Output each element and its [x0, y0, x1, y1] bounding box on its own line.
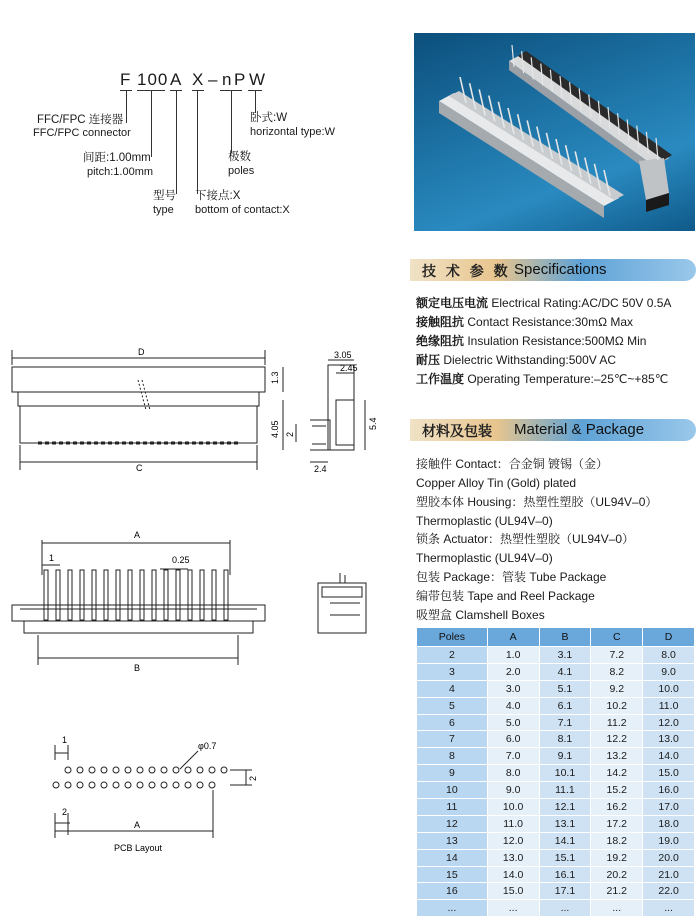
table-cell: 9.1: [539, 748, 591, 765]
table-cell: 16: [417, 883, 488, 900]
table-cell: 12.1: [539, 799, 591, 816]
legend-pitch-cn: 间距:1.00mm: [83, 152, 151, 164]
table-cell: 9.0: [487, 782, 539, 799]
table-cell: 14.0: [643, 748, 695, 765]
specs-header-cn: 技 术 参 数: [422, 263, 511, 279]
material-line: 塑胶本体 Housing：热塑性塑胶（UL94V–0）: [416, 495, 658, 509]
legend-horizontal-en: horizontal type:W: [250, 126, 335, 138]
table-cell: 15: [417, 866, 488, 883]
spec-electrical-rating-en: Electrical Rating:AC/DC 50V 0.5A: [488, 296, 672, 310]
legend-poles-cn: 极数: [228, 151, 251, 163]
table-cell: 6: [417, 714, 488, 731]
spec-operating-temperature-cn: 工作温度: [416, 372, 465, 386]
table-row: [417, 714, 695, 731]
material-line: Thermoplastic (UL94V–0): [416, 551, 553, 565]
table-cell: 8.0: [643, 647, 695, 664]
table-row: [417, 832, 695, 849]
table-cell: 1.0: [487, 647, 539, 664]
pcb-layout-title: PCB Layout: [114, 843, 163, 853]
table-cell: 13.0: [487, 849, 539, 866]
leader-np: [231, 90, 232, 153]
table-row: [417, 900, 695, 917]
code-p: P: [234, 70, 247, 89]
spec-contact-resistance: [416, 315, 633, 330]
code-number: 100: [137, 70, 169, 89]
table-row: [417, 815, 695, 832]
table-cell: 21.0: [643, 866, 695, 883]
spec-electrical-rating-cn: 额定电压电流: [416, 296, 489, 310]
table-cell: 2: [417, 647, 488, 664]
table-cell: 3.0: [487, 680, 539, 697]
legend-bottom-cn: 下接点:X: [195, 190, 241, 202]
table-cell: ...: [643, 900, 695, 917]
table-cell: 5.1: [539, 680, 591, 697]
code-n: n: [222, 70, 233, 89]
table-cell: 8.2: [591, 663, 643, 680]
table-cell: 5: [417, 697, 488, 714]
table-cell: 15.0: [487, 883, 539, 900]
pcb-phi-label: φ0.7: [198, 741, 217, 751]
table-cell: 11.2: [591, 714, 643, 731]
table-cell: 21.2: [591, 883, 643, 900]
material-line: 接触件 Contact：合金铜 镀锡（金）: [416, 457, 609, 471]
table-cell: 9.2: [591, 680, 643, 697]
table-cell: 17.2: [591, 815, 643, 832]
spec-operating-temperature-en: Operating Temperature:–25℃~+85℃: [464, 372, 669, 386]
material-header: [410, 419, 696, 441]
table-cell: 11: [417, 799, 488, 816]
table-row: [417, 883, 695, 900]
table-cell: 15.0: [643, 765, 695, 782]
table-cell: 16.1: [539, 866, 591, 883]
spec-insulation-resistance-cn: 绝缘阻抗: [416, 334, 465, 348]
table-cell: 10: [417, 782, 488, 799]
leader-a: [176, 90, 177, 194]
product-photo: [414, 33, 695, 231]
table-row: [417, 731, 695, 748]
leader-w: [255, 90, 256, 113]
connector-render: [414, 33, 695, 231]
code-dash: –: [208, 70, 219, 89]
table-cell: 15.1: [539, 849, 591, 866]
code-f: F: [120, 70, 132, 89]
table-cell: 11.0: [487, 815, 539, 832]
table-header: Poles: [417, 628, 488, 647]
material-line: 锁条 Actuator：热塑性塑胶（UL94V–0）: [416, 532, 635, 546]
spec-insulation-resistance: [416, 334, 646, 349]
table-cell: ...: [591, 900, 643, 917]
spec-dielectric: [416, 353, 616, 368]
dim-24-label: 2.4: [314, 464, 327, 474]
table-header: B: [539, 628, 591, 647]
dim-2-label: 2: [285, 431, 295, 437]
specs-header: [410, 259, 696, 281]
legend-connector-cn: FFC/FPC 连接器: [37, 114, 124, 126]
table-cell: 13.0: [643, 731, 695, 748]
spec-operating-temperature: [416, 372, 668, 387]
table-cell: 16.2: [591, 799, 643, 816]
table-cell: 14.2: [591, 765, 643, 782]
table-header: D: [643, 628, 695, 647]
table-cell: 7.2: [591, 647, 643, 664]
table-body: [417, 647, 695, 917]
table-cell: 9.0: [643, 663, 695, 680]
code-a: A: [170, 70, 183, 89]
table-cell: 8.1: [539, 731, 591, 748]
underline-x: [192, 90, 204, 91]
dim-a-label: A: [134, 530, 141, 540]
table-cell: 6.0: [487, 731, 539, 748]
table-cell: 11.0: [643, 697, 695, 714]
drawing-front-side-view: [0, 340, 400, 490]
dim-13-label: 1.3: [270, 371, 280, 384]
table-row: [417, 647, 695, 664]
table-cell: 8.0: [487, 765, 539, 782]
table-header: C: [591, 628, 643, 647]
table-cell: 4.1: [539, 663, 591, 680]
spec-contact-resistance-cn: 接触阻抗: [416, 315, 465, 329]
dim-305-label: 3.05: [334, 350, 352, 360]
table-cell: 13.2: [591, 748, 643, 765]
dim-405-label: 4.05: [270, 420, 280, 438]
table-header-row: [417, 628, 695, 647]
table-cell: 20.2: [591, 866, 643, 883]
table-cell: 8: [417, 748, 488, 765]
table-cell: 14: [417, 849, 488, 866]
specs-header-en: Specifications: [514, 261, 607, 278]
table-cell: 5.0: [487, 714, 539, 731]
table-cell: 19.0: [643, 832, 695, 849]
dim-025-label: 0.25: [172, 555, 190, 565]
dim-1-label: 1: [49, 553, 55, 563]
material-line: 编带包装 Tape and Reel Package: [416, 589, 595, 603]
table-row: [417, 782, 695, 799]
drawing-pcb-layout: [0, 735, 400, 865]
spec-contact-resistance-en: Contact Resistance:30mΩ Max: [464, 315, 634, 329]
table-cell: 18.2: [591, 832, 643, 849]
table-header: A: [487, 628, 539, 647]
table-cell: 13: [417, 832, 488, 849]
table-row: [417, 765, 695, 782]
legend-pitch-en: pitch:1.00mm: [87, 166, 154, 178]
drawing-top-view: [0, 525, 400, 675]
table-cell: 14.1: [539, 832, 591, 849]
material-line: 包装 Package：管装 Tube Package: [416, 570, 607, 584]
table-cell: 6.1: [539, 697, 591, 714]
leader-x: [197, 90, 198, 194]
spec-dielectric-cn: 耐压: [416, 353, 441, 367]
dim-c-label: C: [136, 463, 143, 473]
table-cell: 17.1: [539, 883, 591, 900]
table-cell: ...: [487, 900, 539, 917]
material-line: 吸塑盒 Clamshell Boxes: [416, 608, 545, 622]
material-line: Copper Alloy Tin (Gold) plated: [416, 476, 577, 490]
table-cell: 12: [417, 815, 488, 832]
table-cell: 22.0: [643, 883, 695, 900]
spec-insulation-resistance-en: Insulation Resistance:500MΩ Min: [464, 334, 647, 348]
pcb-dim-2-label: 2: [248, 775, 258, 781]
table-cell: 10.1: [539, 765, 591, 782]
legend-poles-en: poles: [228, 165, 255, 177]
table-cell: 12.0: [643, 714, 695, 731]
table-cell: 7.1: [539, 714, 591, 731]
table-row: [417, 680, 695, 697]
dim-54-label: 5.4: [368, 417, 378, 430]
legend-type-en: type: [153, 204, 174, 216]
dim-d-label: D: [138, 347, 145, 357]
dim-245-label: 2.45: [340, 363, 358, 373]
pcb-dim-1-label: 1: [62, 735, 68, 745]
table-cell: 12.0: [487, 832, 539, 849]
table-cell: 15.2: [591, 782, 643, 799]
table-cell: ...: [417, 900, 488, 917]
table-cell: 14.0: [487, 866, 539, 883]
table-cell: 4: [417, 680, 488, 697]
table-cell: 4.0: [487, 697, 539, 714]
table-cell: 20.0: [643, 849, 695, 866]
dim-b-label: B: [134, 663, 141, 673]
table-cell: 13.1: [539, 815, 591, 832]
table-row: [417, 697, 695, 714]
material-header-en: Material & Package: [514, 421, 645, 438]
legend-type-cn: 型号: [153, 190, 176, 202]
material-header-cn: 材料及包装: [422, 423, 492, 439]
table-cell: 10.0: [643, 680, 695, 697]
table-cell: 16.0: [643, 782, 695, 799]
table-cell: 10.2: [591, 697, 643, 714]
table-cell: 11.1: [539, 782, 591, 799]
leader-f: [126, 90, 127, 123]
spec-dielectric-en: Dielectric Withstanding:500V AC: [440, 353, 617, 367]
table-cell: 10.0: [487, 799, 539, 816]
table-cell: 9: [417, 765, 488, 782]
pcb-dim-2b-label: 2: [62, 807, 68, 817]
table-cell: ...: [539, 900, 591, 917]
pcb-dim-a-label: A: [134, 820, 141, 830]
table-cell: 17.0: [643, 799, 695, 816]
table-cell: 19.2: [591, 849, 643, 866]
table-cell: 7.0: [487, 748, 539, 765]
table-row: [417, 799, 695, 816]
table-cell: 7: [417, 731, 488, 748]
leader-number: [151, 90, 152, 157]
table-row: [417, 748, 695, 765]
material-line: Thermoplastic (UL94V–0): [416, 514, 553, 528]
dimension-table: [416, 627, 695, 917]
legend-bottom-en: bottom of contact:X: [195, 204, 290, 216]
table-row: [417, 663, 695, 680]
table-cell: 3: [417, 663, 488, 680]
table-cell: 12.2: [591, 731, 643, 748]
table-cell: 2.0: [487, 663, 539, 680]
legend-connector-en: FFC/FPC connector: [33, 127, 131, 139]
legend-horizontal-cn: 卧式:W: [250, 112, 288, 124]
code-x: X: [192, 70, 205, 89]
spec-electrical-rating: [416, 296, 671, 311]
table-cell: 18.0: [643, 815, 695, 832]
table-row: [417, 849, 695, 866]
code-w: W: [249, 70, 267, 89]
table-row: [417, 866, 695, 883]
table-cell: 3.1: [539, 647, 591, 664]
